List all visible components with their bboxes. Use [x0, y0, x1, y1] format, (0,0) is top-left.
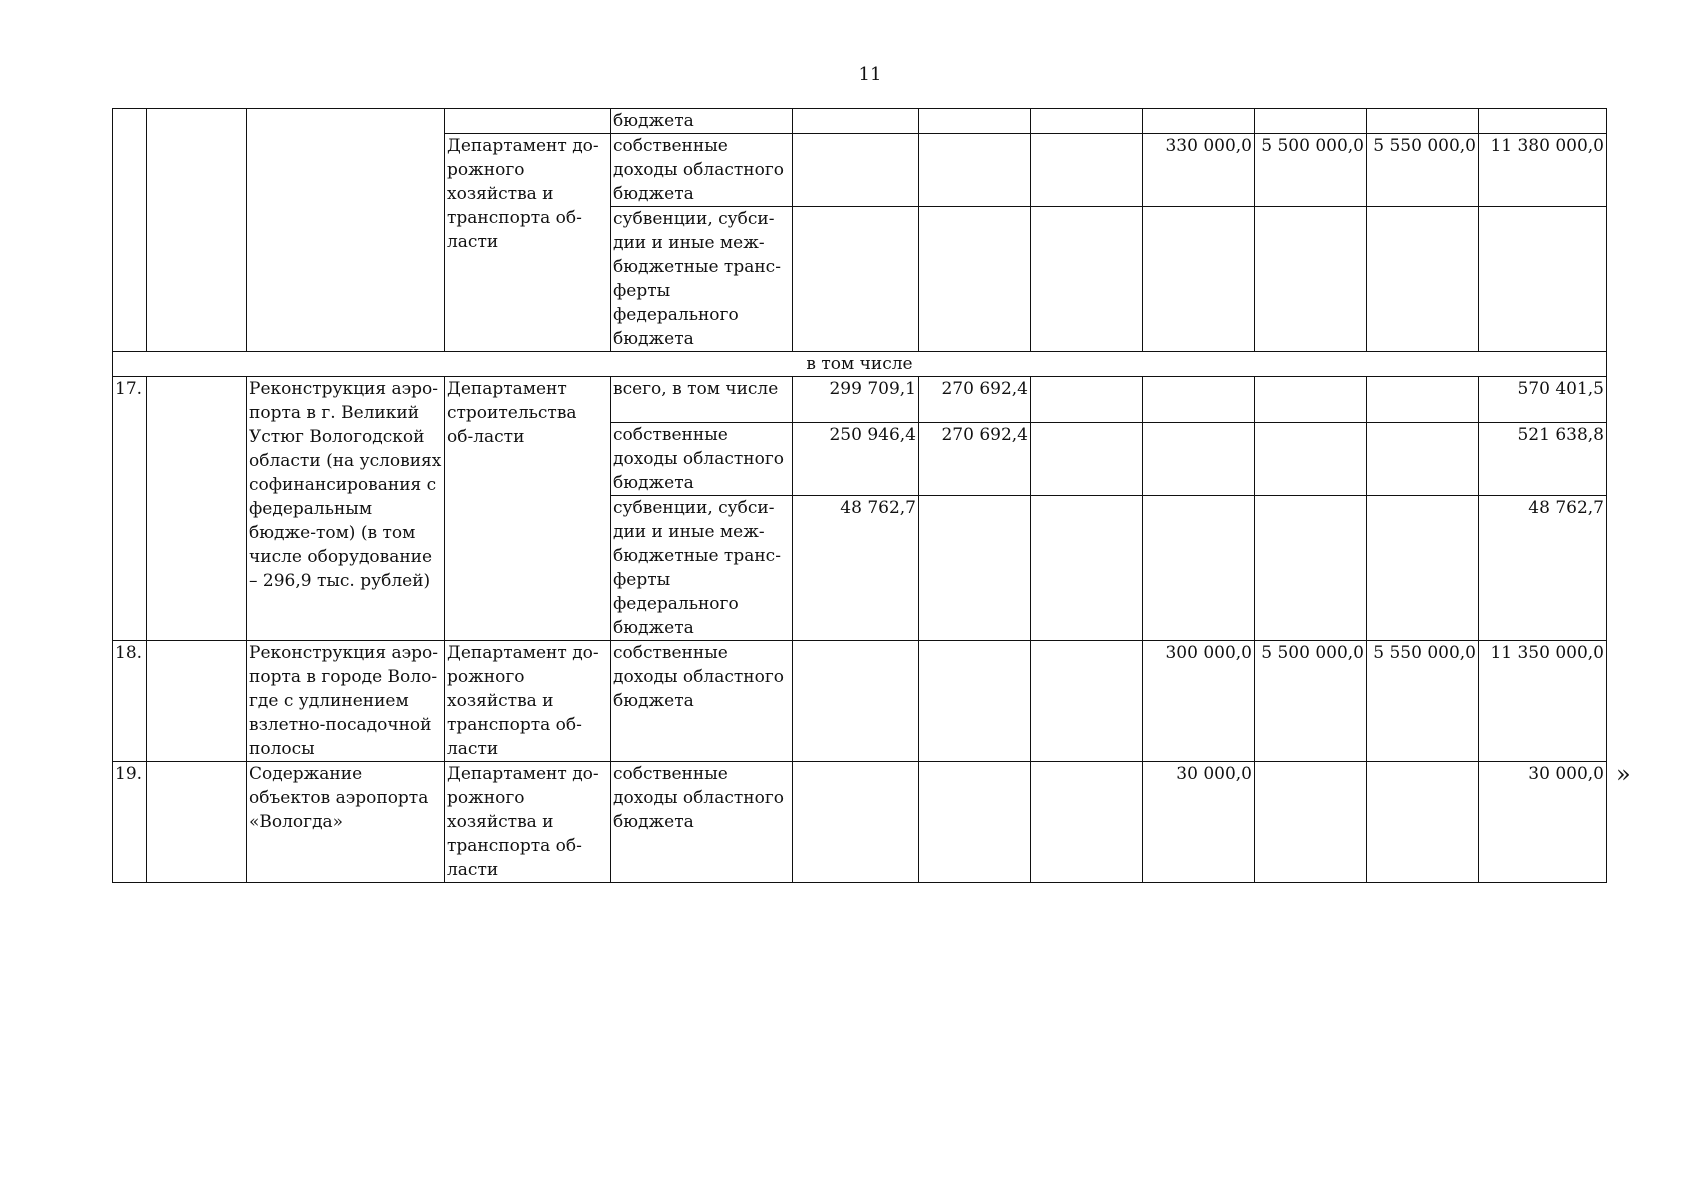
- source-cell: собственные доходы областного бюджета: [611, 641, 793, 762]
- value-cell: [1255, 762, 1367, 883]
- value-cell: [1031, 423, 1143, 496]
- value-cell: [793, 207, 919, 352]
- index-cell: [113, 109, 147, 352]
- value-cell: [1143, 423, 1255, 496]
- value-cell: 300 000,0: [1143, 641, 1255, 762]
- page-number: 11: [858, 64, 882, 85]
- value-cell: 48 762,7: [793, 496, 919, 641]
- total-cell: 48 762,7: [1479, 496, 1607, 641]
- value-cell: 5 500 000,0: [1255, 641, 1367, 762]
- department-cell: Департамент до-рожного хозяйства и транспорта об-ласти: [445, 762, 611, 883]
- value-cell: [1367, 496, 1479, 641]
- index-cell: 19.: [113, 762, 147, 883]
- value-cell: [1367, 207, 1479, 352]
- name-cell: Содержание объектов аэропорта «Вологда»: [247, 762, 445, 883]
- separator-label: в том числе: [113, 352, 1607, 377]
- value-cell: [1255, 423, 1367, 496]
- value-cell: [919, 496, 1031, 641]
- department-cell: Департамент до-рожного хозяйства и транспорта об-ласти: [445, 641, 611, 762]
- value-cell: [919, 207, 1031, 352]
- budget-table: [112, 108, 1607, 883]
- table-row: [113, 641, 1607, 762]
- name-cell: Реконструкция аэро-порта в г. Великий Устюг Вологодской области (на условиях софинансирования с федеральным бюдже-том) (в том числе оборудование – 296,9 тыс. рублей): [247, 377, 445, 641]
- value-cell: [919, 762, 1031, 883]
- value-cell: [1031, 134, 1143, 207]
- department-cell: [445, 109, 611, 134]
- source-cell: бюджета: [611, 109, 793, 134]
- value-cell: 250 946,4: [793, 423, 919, 496]
- table-row: [113, 109, 1607, 134]
- value-cell: 299 709,1: [793, 377, 919, 423]
- value-cell: [1031, 762, 1143, 883]
- value-cell: [1143, 377, 1255, 423]
- value-cell: [793, 134, 919, 207]
- total-cell: 570 401,5: [1479, 377, 1607, 423]
- index-cell: 18.: [113, 641, 147, 762]
- value-cell: [793, 641, 919, 762]
- value-cell: 270 692,4: [919, 377, 1031, 423]
- value-cell: [1255, 496, 1367, 641]
- table-row: [113, 377, 1607, 423]
- value-cell: [1367, 762, 1479, 883]
- value-cell: 30 000,0: [1143, 762, 1255, 883]
- source-cell: всего, в том числе: [611, 377, 793, 423]
- value-cell: [1367, 377, 1479, 423]
- value-cell: [1031, 207, 1143, 352]
- value-cell: 5 500 000,0: [1255, 134, 1367, 207]
- name-cell: Реконструкция аэро-порта в городе Воло-где с удлинением взлетно-посадочной полосы: [247, 641, 445, 762]
- source-cell: субвенции, субси-дии и иные меж-бюджетные транс-ферты федерального бюджета: [611, 496, 793, 641]
- value-cell: [1143, 496, 1255, 641]
- department-cell: Департамент строительства об-ласти: [445, 377, 611, 641]
- source-cell: собственные доходы областного бюджета: [611, 762, 793, 883]
- total-cell: 521 638,8: [1479, 423, 1607, 496]
- source-cell: собственные доходы областного бюджета: [611, 134, 793, 207]
- value-cell: [1031, 641, 1143, 762]
- value-cell: [1143, 207, 1255, 352]
- value-cell: [1367, 423, 1479, 496]
- code-cell: [147, 641, 247, 762]
- value-cell: [1031, 496, 1143, 641]
- name-cell: [247, 109, 445, 352]
- value-cell: 330 000,0: [1143, 134, 1255, 207]
- total-cell: [1479, 207, 1607, 352]
- value-cell: 5 550 000,0: [1367, 641, 1479, 762]
- code-cell: [147, 762, 247, 883]
- code-cell: [147, 109, 247, 352]
- value-cell: [1255, 377, 1367, 423]
- total-cell: 11 350 000,0: [1479, 641, 1607, 762]
- value-cell: [1031, 377, 1143, 423]
- value-cell: 270 692,4: [919, 423, 1031, 496]
- closing-quote-mark: »: [1616, 760, 1631, 788]
- source-cell: собственные доходы областного бюджета: [611, 423, 793, 496]
- total-cell: 11 380 000,0: [1479, 134, 1607, 207]
- value-cell: [919, 641, 1031, 762]
- value-cell: [793, 762, 919, 883]
- code-cell: [147, 377, 247, 641]
- table-row: [113, 762, 1607, 883]
- source-cell: субвенции, субси-дии и иные меж-бюджетные транс-ферты федерального бюджета: [611, 207, 793, 352]
- department-cell: Департамент до-рожного хозяйства и транспорта об-ласти: [445, 134, 611, 352]
- index-cell: 17.: [113, 377, 147, 641]
- value-cell: 5 550 000,0: [1367, 134, 1479, 207]
- value-cell: [1255, 207, 1367, 352]
- total-cell: 30 000,0: [1479, 762, 1607, 883]
- separator-row: [113, 352, 1607, 377]
- value-cell: [919, 134, 1031, 207]
